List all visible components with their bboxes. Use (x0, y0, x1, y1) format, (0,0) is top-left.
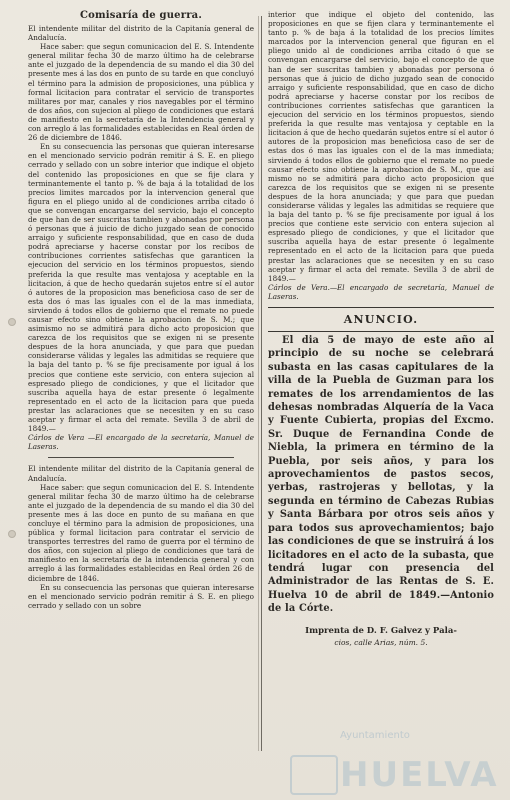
notice-paragraph: interior que indique el objeto del contenido, las proposiciones en que se fijen clara y terminantemente el tanto p. % de baja á la totalidad de los precios límites marcados por la intervencion general que figuran en el pliego unido al de condiciones arriba citado ó que se convengan encargarse del servicio, bajo el concepto de que han de ser suscritas tambien y abonadas por persona ó personas que á juicio de dicho juzgado sean de conocido arraigo y suficiente responsabilidad, que en caso de dicho podrá apreciarse y hacerse constar por los recibos de contribuciones corrientes satisfechas que garanticen la ejecucion del servicio en los términos propuestos, siendo preferida la que resulte mas ventajosa y ceptable en la licitacion á que de hecho quedarán sujetos entre sí el autor ó autores de la proposicion mas beneficiosa caso de ser de estas dos ó mas las iguales con el de la mas inmediata; sirviendo á todos ellos de gobierno que el remate no puede causar efecto sino obtiene la aprobacion de S. M., que así mismo no se admitirá para dicho acto proposicion que carezca de los requisitos que se exigen ni se presente despues de la hora anunciada; y que para que puedan considerarse válidas y legales las admitidas se requiere que la baja del tanto p. % se fije precisamente por igual á los precios que contiene este servicio con entera sujecion al espresado pliego de condiciones, y que el licitador que suscriba aquella haya de estar presente ó legalmente representado en el acto de la licitacion para que pueda prestar las aclaraciones que se necesiten y en su caso aceptar y firmar el acta del remate. Sevilla 3 de abril de 1849.— (268, 10, 494, 283)
section-divider (48, 457, 234, 458)
right-column (268, 10, 494, 649)
notice-header: El intendente militar del distrito de la Capitanía general de Andalucía. (28, 464, 254, 483)
binding-hole (8, 530, 16, 538)
notice-continuation (268, 10, 494, 301)
notice-paragraph: Hace saber: que segun comunicacion del E. S. Intendente general militar fecha 30 de marzo último ha de celebrarse ante el juzgado de la dependencia de su mando el dia 30 del presente mes á las doce en punto de su mañana en que concluye el término para la admision de proposiciones, una pública y formal licitacion para contratar el servicio de transportes terrestres del ramo de guerra por el término de dos años, con sujecion al pliego de condiciones que tará de manifiesto en la secretaría de la intendencia general y con arreglo á las formalidades establecidas en Real órden 26 de diciembre de 1846. (28, 482, 254, 583)
notice-signature: Cárlos de Vera.—El encargado de secretaría, Manuel de Laseras. (268, 282, 494, 301)
anuncio-title: ANUNCIO. (343, 313, 419, 326)
notice-paragraph: En su consecuencia las personas que quieran interesarse en el mencionado servicio podrán remitir á S. E. en pliego cerrado y sellado con un sobre (28, 582, 254, 610)
column-rule (261, 16, 262, 751)
section-title: Comisaría de guerra. (79, 10, 203, 21)
notice-header: El intendente militar del distrito de la Capitanía general de Andalucía. (28, 24, 254, 43)
binding-hole (8, 318, 16, 326)
column-rule-inner (258, 16, 259, 751)
watermark-text (290, 755, 499, 795)
notice-transportes-terrestres (28, 464, 254, 610)
imprenta-footer (268, 626, 494, 649)
notice-signature: Cárlos de Vera —El encargado de la secretaría, Manuel de Laseras. (28, 433, 254, 452)
notice-paragraph: Hace saber: que segun comunicacion del E. S. Intendente general militar fecha 30 de marzo último ha de celebrarse ante el juzgado de la dependencia de su mando el dia 30 del presente mes á las dos en punto de su tarde en que concluyó el término para la admision de proposiciones, una pública y formal licitacion para contratar el servicio de transportes militares por mar, canales y rios navegables por el término de dos años, con sujecion al pliego de condiciones que estará de manifiesto en la secretaría de la Intendencia general y con arreglo á las formalidades establecidas en Real órden de 26 de diciembre de 1846. (28, 42, 254, 143)
left-column (28, 10, 254, 614)
anuncio-body (268, 334, 494, 616)
watermark-word: HUELVA (340, 755, 499, 795)
notice-paragraph: En su consecuencia las personas que quieran interesarse en el mencionado servicio podrán remitir á S. E. en pliego cerrado y sellado con un sobre interior que indique el objeto del contenido las proposiciones en que se fije clara y terminantemente el tanto p. % de baja á la totalidad de los precios limites marcados por la intervencion general que figura en el pliego unido al de condiciones arriba citado ó que se convengan encargarse del servicio, bajo el concepto de que han de ser suscritas tambien y abonadas por persona ó personas que á juicio de dicho juzgado sean de conocido arraigo y suficiente responsabilidad, que en caso de duda podrá apreciarse y hacerse constar por los recibos de contribuciones corrientes satisfechas que garanticen la ejecucion del servicio en los términos propuestos, siendo preferida la que resulte mas ventajosa y aceptable en la licitacion, á que de hecho quedarán sujetos entre sí el autor ó autores de la proposicion mas beneficiosa caso de ser de esta dos ó mas las iguales con el de la mas inmediata, sirviendo á todos ellos de gobierno que el remate no puede causar efecto sino obtiene la aprobacion de S. M.; que asimismo no se admitirá para dicho acto proposicion que carezca de los requisitos que se exigen ni se presente despues de la hora anunciada, y que para que puedan considerarse válidas y legales las admitidas se requiere que la baja del tanto p. % se fije precisamente por igual á los precios que contiene este servicio, con entera sujecion al espresado pliego de condiciones, y que el licitador que suscriba aquella haya de estar presente ó legalmente representado en el acto de la licitacion para que pueda prestar las aclaraciones que se necesiten y en su caso aceptar y firmar el acta del remate. Sevilla 3 de abril de 1849.— (28, 142, 254, 434)
notice-transportes-mar (28, 24, 254, 451)
anuncio-paragraph: El dia 5 de mayo de este año al principio de su noche se celebrará subasta en las casas capitulares de la villa de la Puebla de Guzman para los remates de los arrendamientos de las dehesas nombradas Alquería de la Vaca y Fuente Cubierta, propias del Excmo. Sr. Duque de Fernandina Conde de Niebla, la primera en término de la Puebla, por seis años, y para los aprovechamientos de pastos secos, yerbas, rastrojeras y bellotas, y la segunda en término de Cabezas Rubias y Santa Bárbara por otros seis años y para todos sus aprovechamientos; bajo las condiciones de que se instruirá á los licitadores en el acto de la subasta, que tendrá lugar con presencia del Administrador de las Rentas de S. E. Huelva 10 de abril de 1849.—Antonio de la Córte. (268, 335, 494, 615)
imprenta-name: Imprenta de D. F. Galvez y Pala- (305, 625, 457, 636)
watermark-subtitle: Ayuntamiento (340, 730, 410, 741)
anuncio-title-box (268, 307, 494, 332)
imprenta-address: cios, calle Arias, núm. 5. (334, 637, 428, 647)
